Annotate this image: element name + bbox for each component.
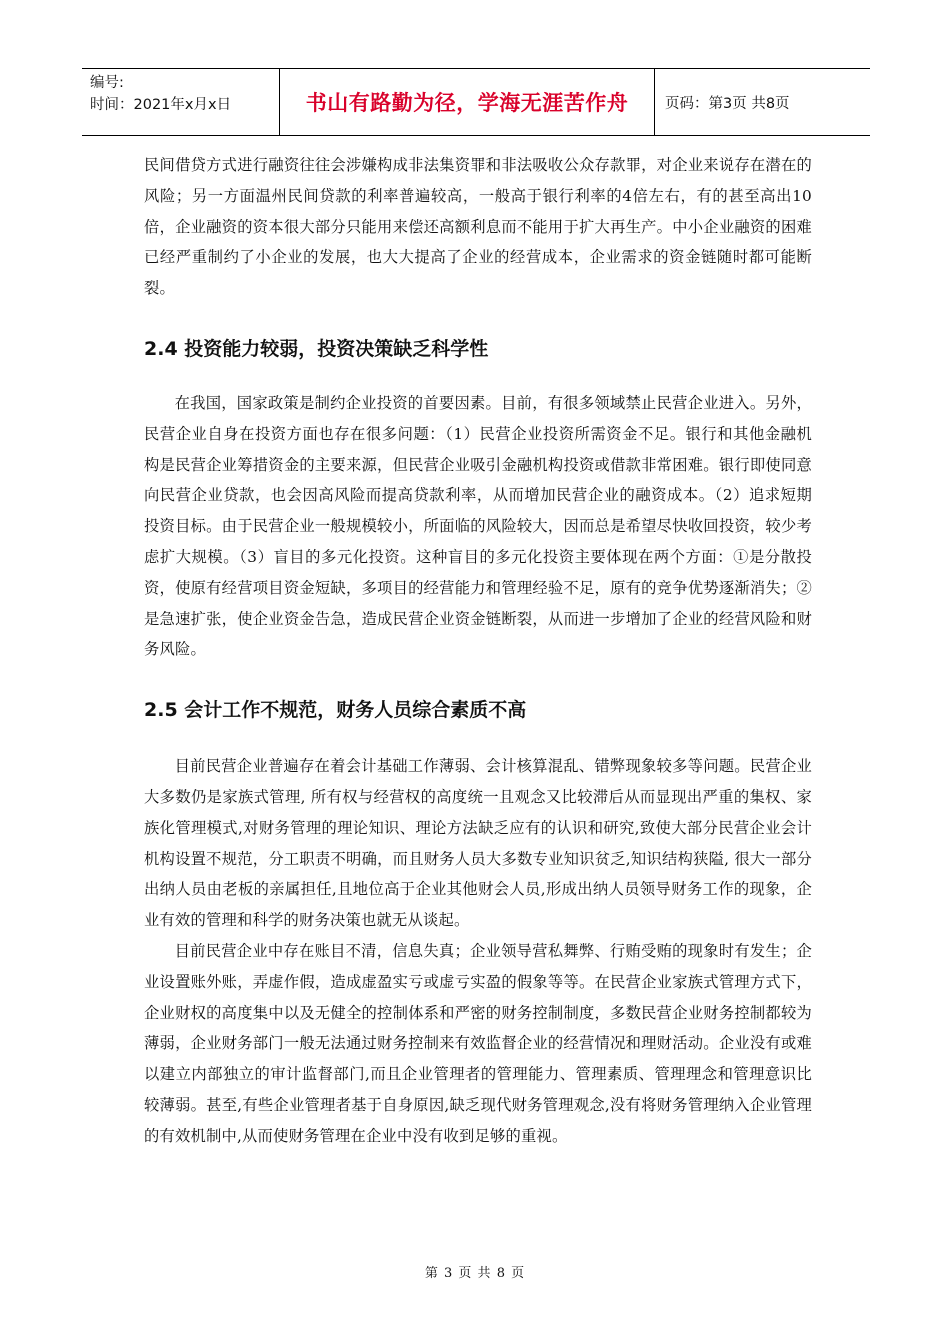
section-2-4-paragraph: 在我国，国家政策是制约企业投资的首要因素。目前，有很多领域禁止民营企业进入。另外，民营企业自身在投资方面也存在很多问题：（1）民营企业投资所需资金不足。银行和其他金融机构是民营企业筹措资金的主要来源，但民营企业吸引金融机构投资或借款非常困难。银行即使同意向民营企业贷款，也会因高风险而提高贷款利率，从而增加民营企业的融资成本。（2）追求短期投资目标。由于民营企业一般规模较小，所面临的风险较大，因而总是希望尽快收回投资，较少考虑扩大规模。（3）盲目的多元化投资。这种盲目的多元化投资主要体现在两个方面：①是分散投资，使原有经营项目资金短缺，多项目的经营能力和管理经验不足，原有的竞争优势逐渐消失；②是急速扩张，使企业资金告急，造成民营企业资金链断裂，从而进一步增加了企业的经营风险和财务风险。 (144, 393, 812, 659)
section-2-5-heading: 2.5 会计工作不规范，财务人员综合素质不高 (144, 699, 527, 722)
document-number-label: 编号: (90, 75, 124, 91)
section-2-4-heading: 2.4 投资能力较弱，投资决策缺乏科学性 (144, 337, 489, 360)
section-2-5-paragraph-2: 目前民营企业中存在账目不清，信息失真；企业领导营私舞弊、行贿受贿的现象时有发生；企业设置账外账，弄虚作假，造成虚盈实亏或虚亏实盈的假象等等。在民营企业家族式管理方式下，企业财权的高度集中以及无健全的控制体系和严密的财务控制制度，多数民营企业财务控制都较为薄弱，企业财务部门一般无法通过财务控制来有效监督企业的经营情况和理财活动。企业没有或难以建立内部独立的审计监督部门,而且企业管理者的管理能力、管理素质、管理理念和管理意识比较薄弱。甚至,有些企业管理者基于自身原因,缺乏现代财务管理观念,没有将财务管理纳入企业管理的有效机制中,从而使财务管理在企业中没有收到足够的重视。 (144, 941, 812, 1145)
header-meta-cell (82, 69, 280, 135)
intro-paragraph: 民间借贷方式进行融资往往会涉嫌构成非法集资罪和非法吸收公众存款罪，对企业来说存在潜在的风险；另一方面温州民间贷款的利率普遍较高，一般高于银行利率的4倍左右，有的甚至高出10倍，企业融资的资本很大部分只能用来偿还高额利息而不能用于扩大再生产。中小企业融资的困难已经严重制约了小企业的发展，也大大提高了企业的经营成本，企业需求的资金链随时都可能断裂。 (144, 156, 812, 298)
document-body (144, 150, 812, 1152)
section-2-5-paragraph-1: 目前民营企业普遍存在着会计基础工作薄弱、会计核算混乱、错弊现象较多等问题。民营企业大多数仍是家族式管理, 所有权与经营权的高度统一且观念又比较滞后从而显现出严重的集权、家族化管理模式,对财务管理的理论知识、理论方法缺乏应有的认识和研究,致使大部分民营企业会计机构设置不规范，分工职责不明确，而且财务人员大多数专业知识贫乏,知识结构狭隘, 很大一部分出纳人员由老板的亲属担任,且地位高于企业其他财会人员,形成出纳人员领导财务工作的现象，企业有效的管理和科学的财务决策也就无从谈起。 (144, 757, 812, 930)
header-motto-cell (280, 69, 655, 135)
page-footer: 第 3 页 共 8 页 (424, 1266, 526, 1281)
document-time-label: 时间：2021年x月x日 (90, 97, 232, 113)
header-page-cell (655, 69, 870, 135)
header-motto: 书山有路勤为径，学海无涯苦作舟 (305, 91, 629, 115)
page-header (82, 68, 870, 136)
header-page-code: 页码：第3页 共8页 (665, 95, 790, 112)
